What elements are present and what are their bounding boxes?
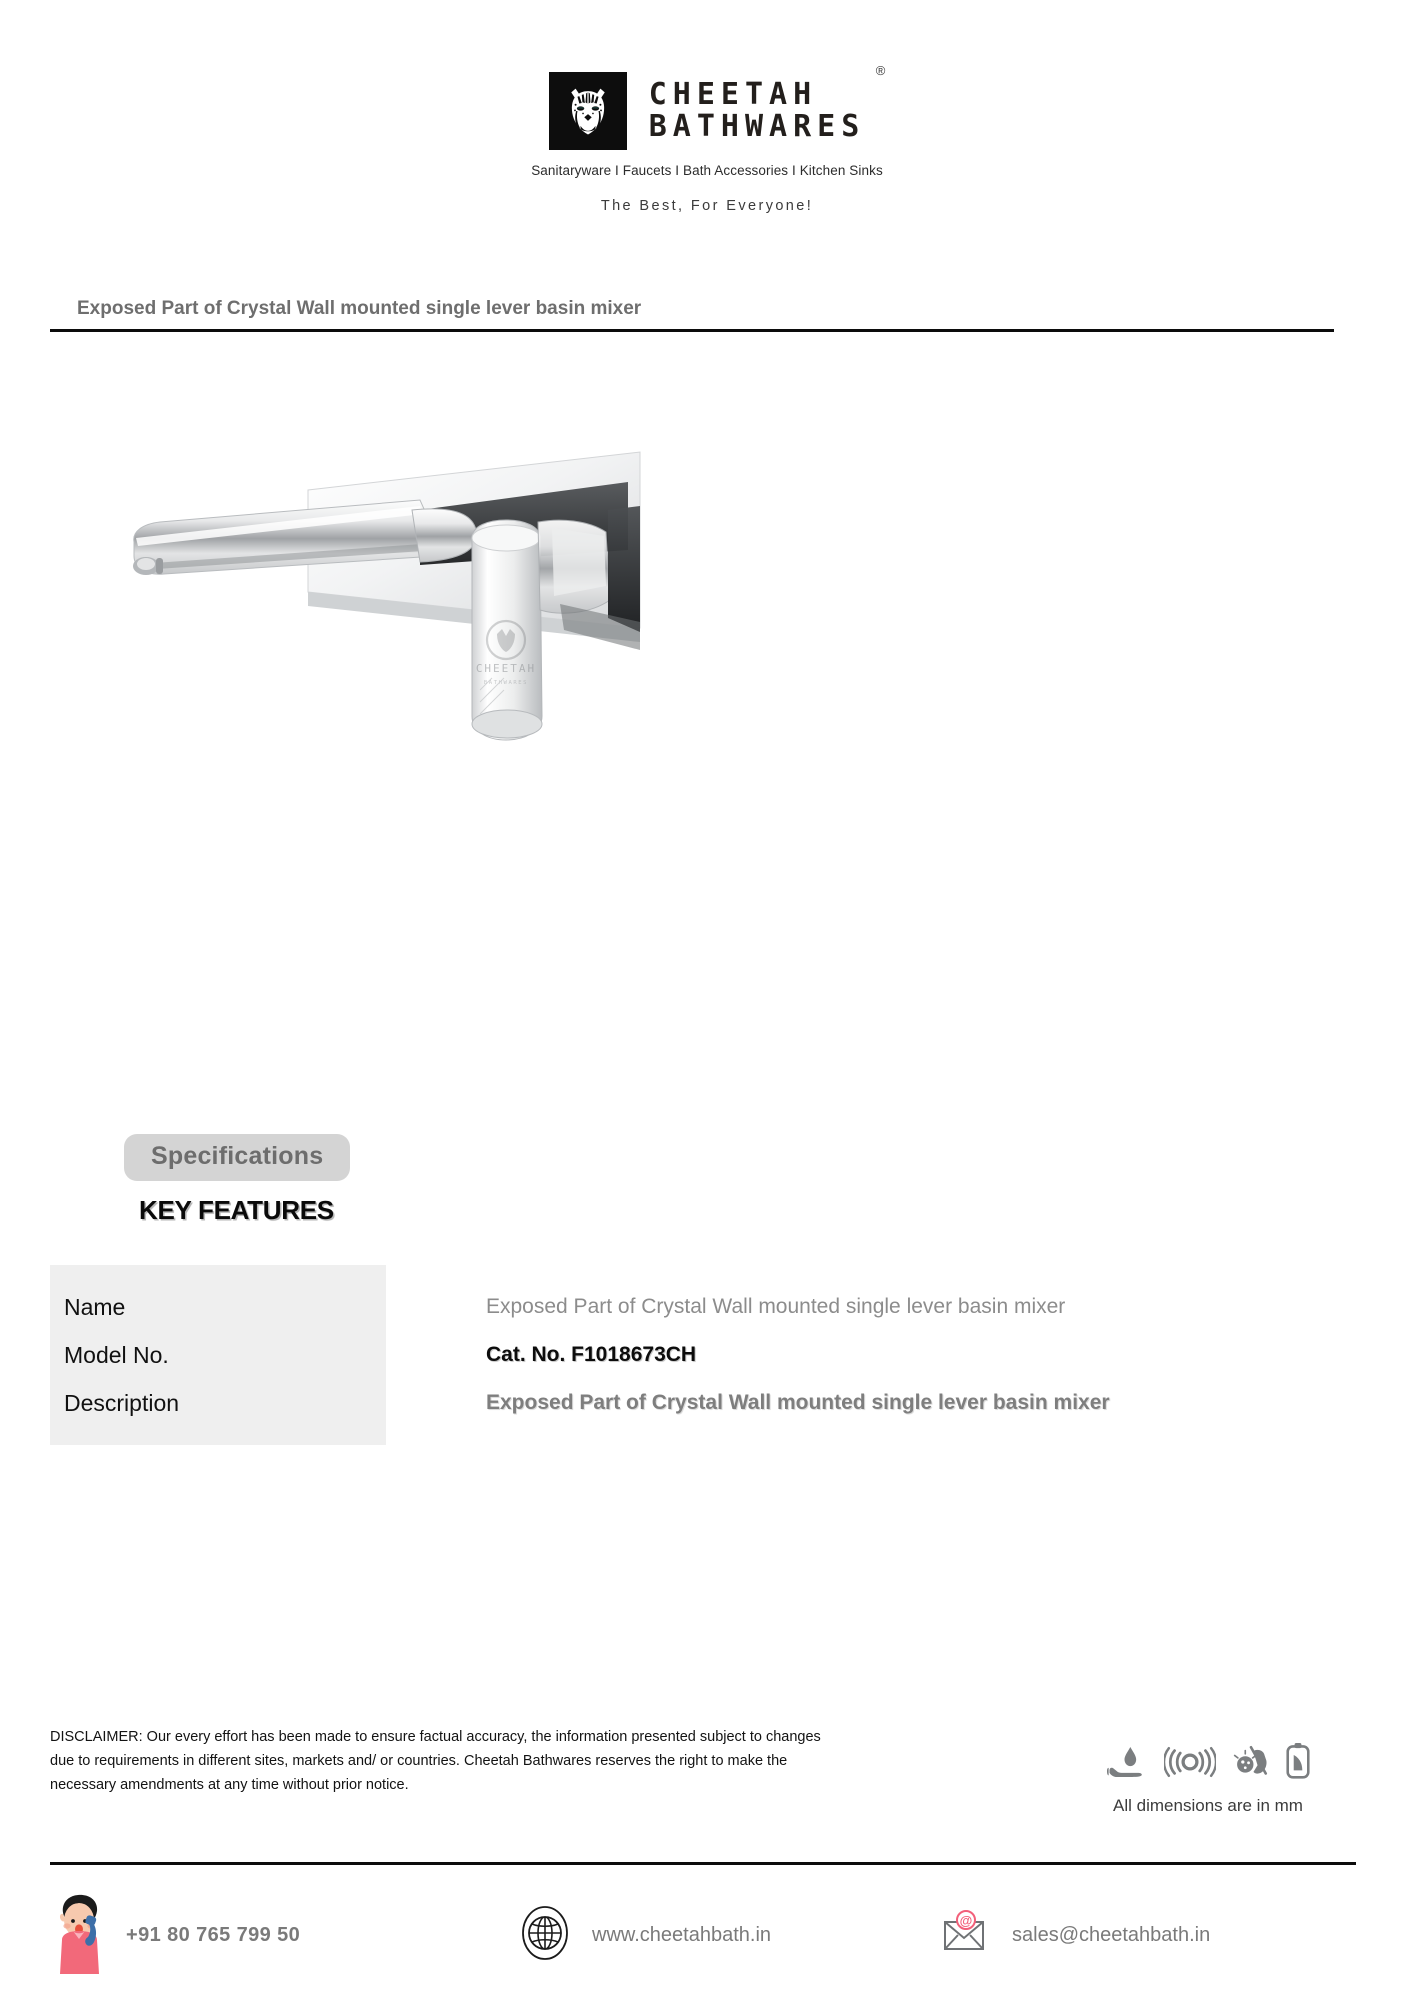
disclaimer-text: DISCLAIMER: Our every effort has been made to ensure factual accuracy, the information presented subject to changes due to requirements in different sites, markets and/ or countries. Cheetah Bathwares reserves the right to make the necessary amendments at any time without prior notice.	[50, 1729, 821, 1793]
germ-free-hand-icon	[1233, 1745, 1269, 1784]
cheetah-head-icon	[549, 72, 627, 150]
spec-label-column	[50, 1265, 386, 1445]
spec-value-column	[386, 1265, 1350, 1445]
dimensions-block	[1058, 1740, 1358, 1816]
footer-contact-bar	[50, 1885, 1356, 1985]
page-header	[0, 62, 1414, 214]
brand-categories: Sanitaryware I Faucets I Bath Accessories I Kitchen Sinks	[531, 163, 883, 178]
spec-value-model-no: Cat. No. F1018673CH	[486, 1343, 697, 1366]
spec-value-description: Exposed Part of Crystal Wall mounted single lever basin mixer	[486, 1391, 1110, 1414]
dimensions-note: All dimensions are in mm	[1113, 1796, 1303, 1815]
brand-name-line2: BATHWARES	[648, 109, 866, 144]
footer-divider	[50, 1862, 1356, 1865]
globe-icon	[520, 1905, 570, 1966]
cartridge-icon	[1286, 1743, 1310, 1784]
footer-website[interactable]	[520, 1905, 940, 1966]
spec-label-description: Description	[64, 1390, 180, 1416]
svg-text:BATHWARES: BATHWARES	[483, 680, 529, 686]
specifications-badge: Specifications	[124, 1134, 350, 1181]
footer-phone-text: +91 80 765 799 50	[126, 1923, 301, 1946]
feature-icon-row	[1058, 1740, 1358, 1784]
person-on-phone-icon	[50, 1890, 112, 1981]
footer-website-text: www.cheetahbath.in	[592, 1923, 772, 1946]
title-divider	[50, 329, 1334, 332]
spec-label-name: Name	[64, 1294, 126, 1320]
footer-email[interactable]	[940, 1909, 1356, 1962]
brand-slogan: The Best, For Everyone!	[600, 198, 814, 214]
key-features-heading: KEY FEATURES	[139, 1195, 334, 1225]
spec-value-name: Exposed Part of Crystal Wall mounted single lever basin mixer	[486, 1295, 1066, 1318]
specifications-table	[50, 1265, 1350, 1445]
product-title-bar	[50, 298, 1364, 332]
brand-lockup	[549, 62, 886, 150]
brand-wordmark	[648, 62, 886, 144]
product-image	[120, 360, 880, 880]
sensor-waves-icon	[1164, 1745, 1216, 1784]
svg-text:CHEETAH: CHEETAH	[475, 662, 537, 675]
brand-name-line1: CHEETAH	[648, 76, 818, 112]
hand-water-drop-icon	[1107, 1745, 1147, 1784]
envelope-at-icon	[940, 1909, 990, 1962]
spec-label-model-no: Model No.	[64, 1342, 169, 1368]
page-title: Exposed Part of Crystal Wall mounted single lever basin mixer	[77, 298, 642, 319]
registered-trademark-icon: ®	[875, 62, 886, 78]
footer-phone[interactable]	[50, 1890, 520, 1981]
footer-email-text: sales@cheetahbath.in	[1012, 1923, 1211, 1946]
svg-text:@: @	[959, 1912, 973, 1928]
